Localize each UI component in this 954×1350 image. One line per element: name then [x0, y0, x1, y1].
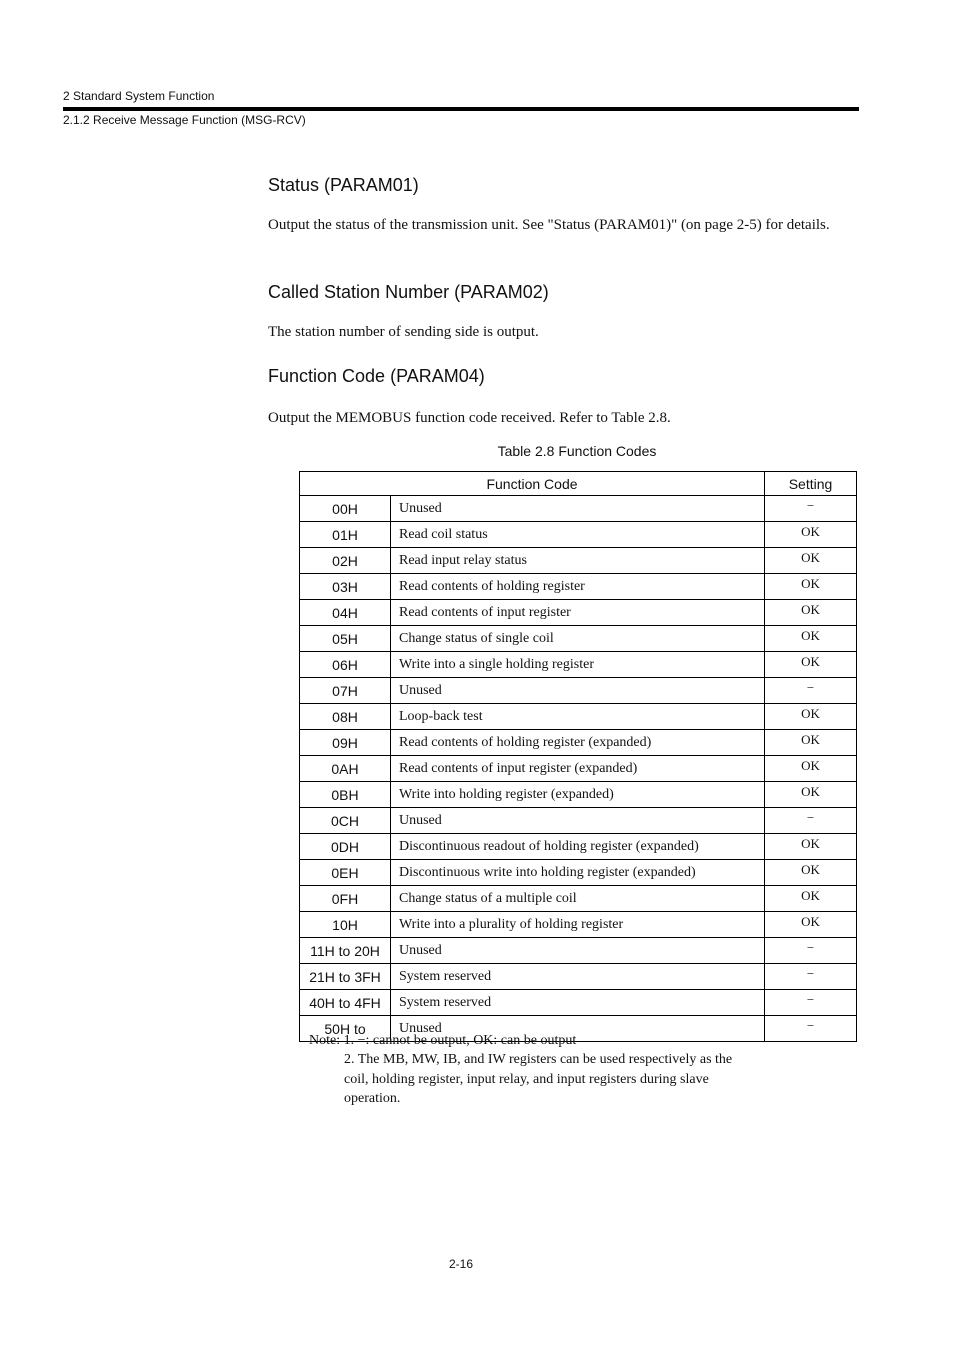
note-1: Note: 1. −: cannot be output, OK: can be output — [309, 1033, 577, 1048]
function-code-cell: 02H — [300, 548, 391, 574]
function-description-cell: Read coil status — [391, 522, 765, 548]
table-row — [300, 600, 857, 626]
function-code-cell: 00H — [300, 496, 391, 522]
table-row — [300, 886, 857, 912]
table-row — [300, 964, 857, 990]
header-setting: Setting — [765, 472, 857, 496]
setting-cell: − — [765, 678, 857, 704]
running-header-section: 2.1.2 Receive Message Function (MSG-RCV) — [63, 113, 306, 127]
function-code-cell: 0AH — [300, 756, 391, 782]
header-rule — [63, 107, 859, 111]
table-row — [300, 626, 857, 652]
table-row — [300, 522, 857, 548]
table-row — [300, 834, 857, 860]
table-row — [300, 782, 857, 808]
function-code-cell: 0CH — [300, 808, 391, 834]
function-code-cell: 10H — [300, 912, 391, 938]
function-description-cell: Loop-back test — [391, 704, 765, 730]
function-code-cell: 01H — [300, 522, 391, 548]
setting-cell: OK — [765, 600, 857, 626]
table-header-row — [300, 472, 857, 496]
note-2: 2. The MB, MW, IB, and IW registers can be used respectively as the coil, holding register, input relay, and input registers during slave operation. — [344, 1052, 733, 1106]
function-code-cell: 06H — [300, 652, 391, 678]
function-description-cell: Write into a plurality of holding register — [391, 912, 765, 938]
setting-cell: OK — [765, 626, 857, 652]
function-description-cell: Unused — [391, 938, 765, 964]
setting-cell: − — [765, 496, 857, 522]
function-description-cell: System reserved — [391, 964, 765, 990]
function-code-cell: 21H to 3FH — [300, 964, 391, 990]
table-row — [300, 860, 857, 886]
function-code-cell: 07H — [300, 678, 391, 704]
paragraph-called-station: The station number of sending side is output. — [268, 324, 539, 340]
function-code-cell: 0BH — [300, 782, 391, 808]
page-number: 2-16 — [448, 1257, 474, 1271]
table-row — [300, 704, 857, 730]
heading-status: Status (PARAM01) — [268, 175, 419, 195]
table-row — [300, 756, 857, 782]
table-row — [300, 808, 857, 834]
table-row — [300, 652, 857, 678]
setting-cell: − — [765, 964, 857, 990]
function-code-cell: 40H to 4FH — [300, 990, 391, 1016]
function-code-cell: 11H to 20H — [300, 938, 391, 964]
setting-cell: OK — [765, 756, 857, 782]
heading-called-station: Called Station Number (PARAM02) — [268, 282, 549, 302]
table-row — [300, 730, 857, 756]
function-description-cell: Unused — [391, 678, 765, 704]
function-code-cell: 0DH — [300, 834, 391, 860]
header-function-code: Function Code — [300, 472, 765, 496]
setting-cell: OK — [765, 834, 857, 860]
table-row — [300, 496, 857, 522]
setting-cell: OK — [765, 574, 857, 600]
function-description-cell: Discontinuous readout of holding register (expanded) — [391, 834, 765, 860]
function-code-cell: 0EH — [300, 860, 391, 886]
function-description-cell: Write into a single holding register — [391, 652, 765, 678]
function-description-cell: Unused — [391, 1016, 765, 1042]
function-description-cell: Read contents of holding register (expanded) — [391, 730, 765, 756]
setting-cell: OK — [765, 522, 857, 548]
function-description-cell: Discontinuous write into holding register (expanded) — [391, 860, 765, 886]
function-codes-table — [299, 471, 857, 1042]
paragraph-function-code: Output the MEMOBUS function code received. Refer to Table 2.8. — [268, 410, 671, 426]
setting-cell: − — [765, 1016, 857, 1042]
table-row — [300, 912, 857, 938]
function-description-cell: Read input relay status — [391, 548, 765, 574]
function-description-cell: Read contents of holding register — [391, 574, 765, 600]
setting-cell: OK — [765, 730, 857, 756]
table-row — [300, 990, 857, 1016]
setting-cell: − — [765, 808, 857, 834]
function-description-cell: Change status of single coil — [391, 626, 765, 652]
function-description-cell: Write into holding register (expanded) — [391, 782, 765, 808]
setting-cell: OK — [765, 652, 857, 678]
table-body — [300, 496, 857, 1042]
heading-function-code: Function Code (PARAM04) — [268, 366, 485, 386]
table-row — [300, 938, 857, 964]
function-code-cell: 50H to — [300, 1016, 391, 1042]
setting-cell: − — [765, 938, 857, 964]
function-description-cell: Unused — [391, 808, 765, 834]
function-code-cell: 08H — [300, 704, 391, 730]
setting-cell: − — [765, 990, 857, 1016]
setting-cell: OK — [765, 782, 857, 808]
setting-cell: OK — [765, 886, 857, 912]
setting-cell: OK — [765, 860, 857, 886]
function-code-cell: 09H — [300, 730, 391, 756]
function-code-cell: 04H — [300, 600, 391, 626]
table-row — [300, 548, 857, 574]
setting-cell: OK — [765, 548, 857, 574]
function-description-cell: Read contents of input register — [391, 600, 765, 626]
function-description-cell: System reserved — [391, 990, 765, 1016]
running-header-chapter: 2 Standard System Function — [63, 89, 215, 103]
paragraph-status: Output the status of the transmission unit. See "Status (PARAM01)" (on page 2-5) for details. — [268, 217, 830, 233]
function-description-cell: Change status of a multiple coil — [391, 886, 765, 912]
table-row — [300, 574, 857, 600]
setting-cell: OK — [765, 704, 857, 730]
setting-cell: OK — [765, 912, 857, 938]
function-description-cell: Unused — [391, 496, 765, 522]
function-code-cell: 05H — [300, 626, 391, 652]
function-code-cell: 03H — [300, 574, 391, 600]
function-description-cell: Read contents of input register (expanded) — [391, 756, 765, 782]
function-code-cell: 0FH — [300, 886, 391, 912]
table-row — [300, 678, 857, 704]
table-caption: Table 2.8 Function Codes — [497, 443, 657, 459]
